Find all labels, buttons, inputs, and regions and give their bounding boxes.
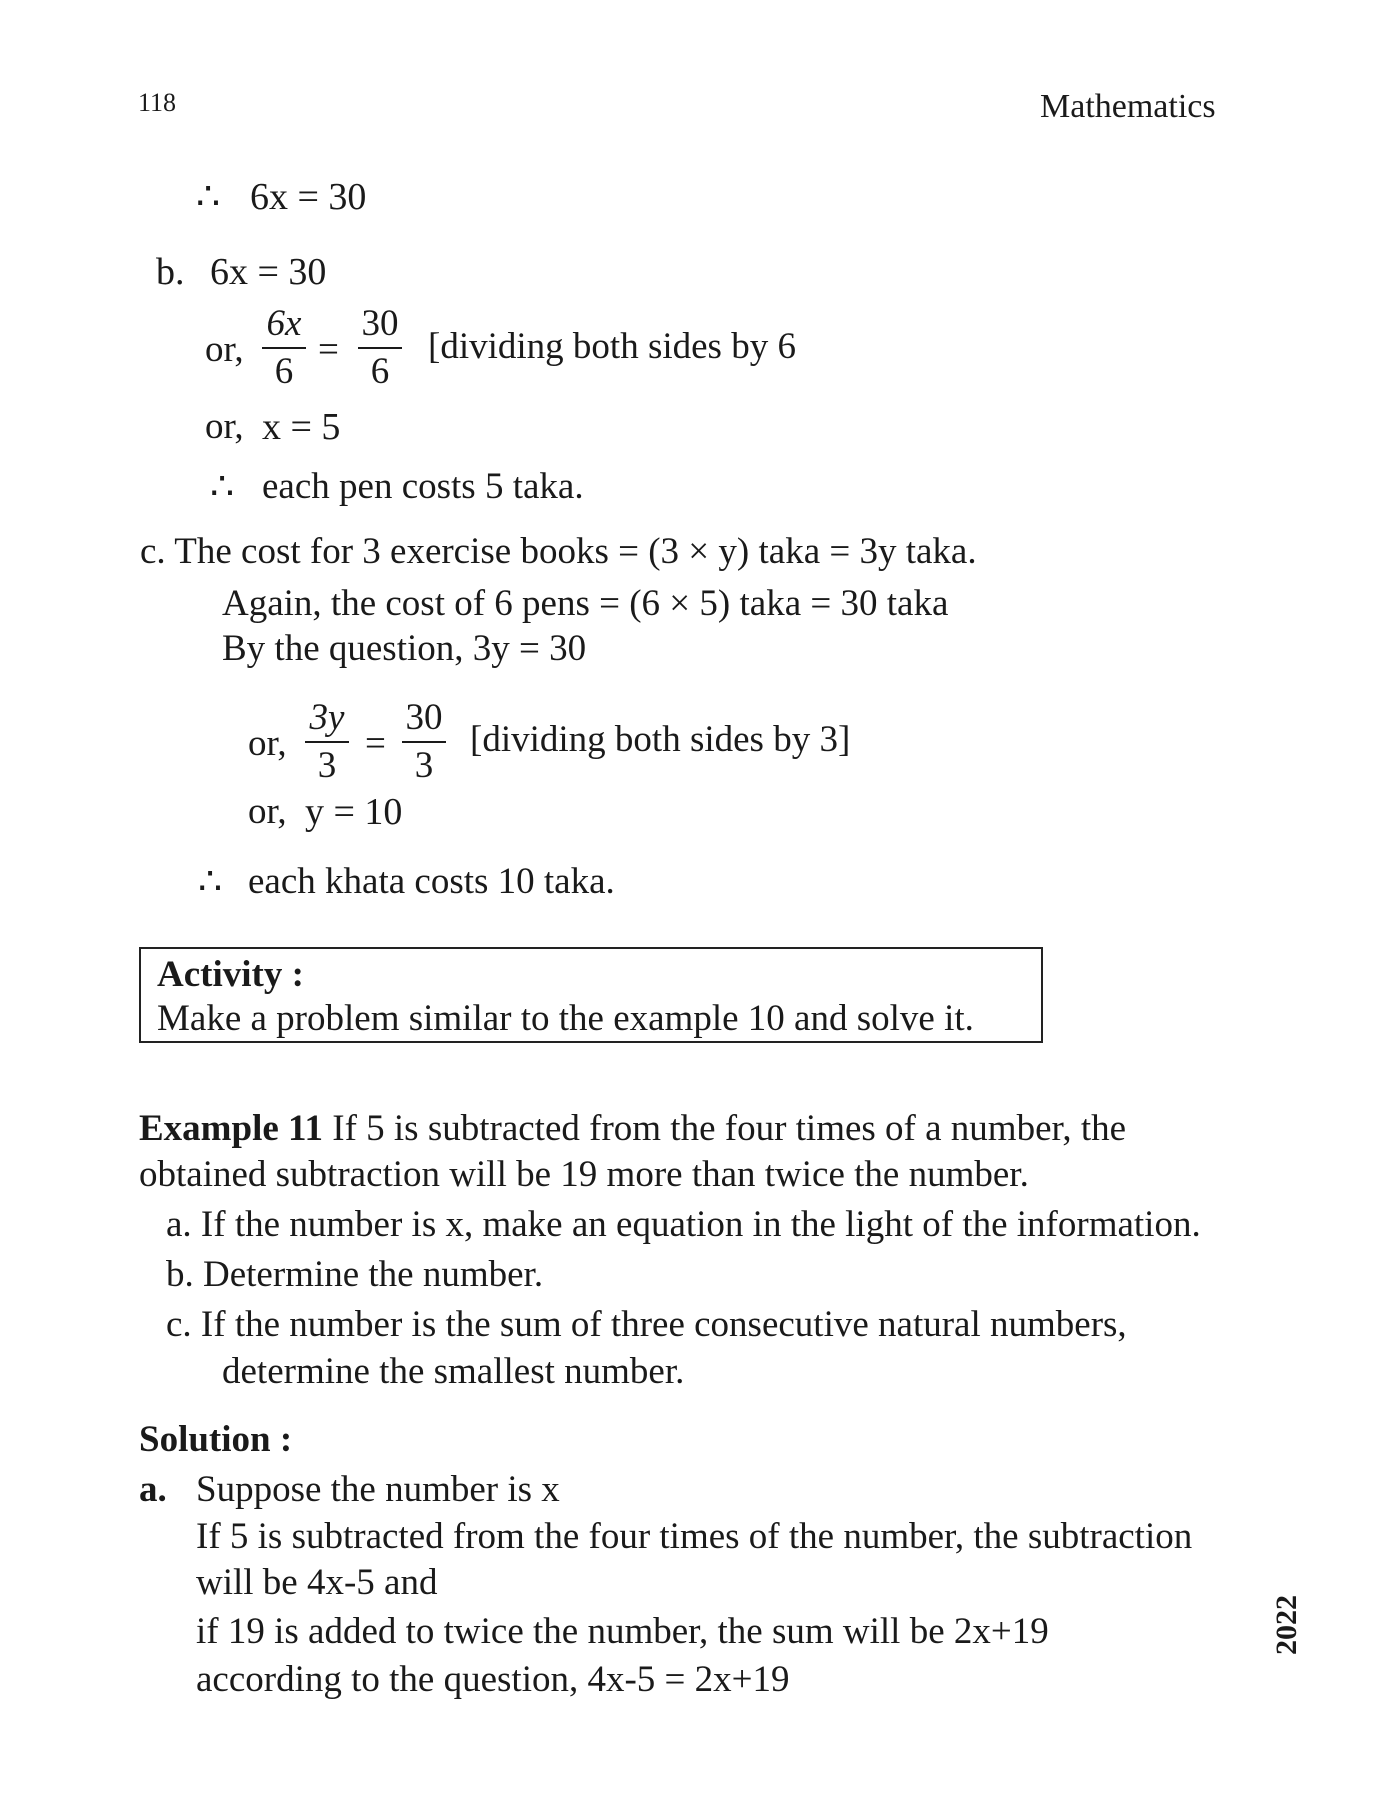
solution-line: if 19 is added to twice the number, the sum will be 2x+19 [196, 1611, 1049, 1652]
example-11-label: Example 11 [139, 1108, 323, 1149]
fraction-numerator: 3y [309, 697, 345, 738]
part-b-or: or, [205, 329, 244, 370]
solution-line: If 5 is subtracted from the four times of the number, the subtraction [196, 1516, 1193, 1557]
part-c-note: [dividing both sides by 3] [470, 719, 851, 760]
year-marker: 2022 [1270, 1595, 1303, 1655]
part-b-equation: 6x = 30 [210, 251, 327, 293]
example-11-item-c: c. If the number is the sum of three consecutive natural numbers, [166, 1304, 1127, 1345]
part-c-line3: By the question, 3y = 30 [222, 628, 587, 669]
example-11-item-c-continued: determine the smallest number. [222, 1351, 685, 1392]
fraction-bar [402, 741, 446, 743]
part-c-result: y = 10 [305, 791, 403, 833]
part-c-conclusion: each khata costs 10 taka. [248, 861, 615, 902]
part-c-or: or, [248, 723, 287, 764]
example-11-line2: obtained subtraction will be 19 more than twice the number. [139, 1154, 1029, 1195]
solution-part-a-label: a. [139, 1469, 167, 1510]
therefore-symbol: ∴ [196, 176, 221, 218]
activity-text: Make a problem similar to the example 10 and solve it. [157, 998, 974, 1039]
part-b-fraction-left [262, 303, 306, 393]
fraction-denominator: 6 [274, 351, 294, 392]
part-c-line1: c. The cost for 3 exercise books = (3 × y) taka = 3y taka. [140, 531, 977, 572]
example-11-item-a: a. If the number is x, make an equation in the light of the information. [166, 1204, 1201, 1245]
equals-sign: = [318, 329, 339, 370]
example-11-text: If 5 is subtracted from the four times of a number, the [332, 1108, 1127, 1149]
therefore-symbol: ∴ [198, 861, 223, 903]
fraction-bar [358, 347, 402, 349]
fraction-numerator: 6x [266, 303, 302, 344]
running-header-subject: Mathematics [1040, 88, 1216, 125]
fraction-denominator: 6 [370, 351, 390, 392]
fraction-denominator: 3 [414, 745, 434, 786]
part-b-conclusion: each pen costs 5 taka. [262, 466, 584, 507]
example-11-item-b: b. Determine the number. [166, 1254, 544, 1295]
fraction-denominator: 3 [317, 745, 337, 786]
part-b-result: x = 5 [262, 406, 341, 448]
activity-box [139, 947, 1043, 1043]
solution-line: Suppose the number is x [196, 1469, 560, 1510]
part-c-fraction-left [305, 697, 349, 787]
part-a-final-equation: 6x = 30 [250, 176, 367, 218]
fraction-bar [305, 741, 349, 743]
part-c-line2: Again, the cost of 6 pens = (6 × 5) taka = 30 taka [222, 583, 949, 624]
equals-sign: = [365, 723, 386, 764]
page-number: 118 [138, 88, 177, 117]
fraction-bar [262, 347, 306, 349]
part-b-note: [dividing both sides by 6 [428, 326, 796, 367]
fraction-numerator: 30 [361, 303, 399, 344]
solution-line: according to the question, 4x-5 = 2x+19 [196, 1659, 790, 1700]
solution-line: will be 4x-5 and [196, 1562, 438, 1603]
activity-title: Activity : [157, 954, 304, 995]
part-b-or: or, [205, 406, 244, 447]
fraction-numerator: 30 [405, 697, 443, 738]
part-b-label: b. [156, 251, 185, 293]
example-11-line1 [139, 1107, 1126, 1151]
part-c-fraction-right [402, 697, 446, 787]
solution-title: Solution : [139, 1419, 293, 1460]
part-c-or: or, [248, 791, 287, 832]
therefore-symbol: ∴ [210, 466, 235, 508]
part-b-fraction-right [358, 303, 402, 393]
